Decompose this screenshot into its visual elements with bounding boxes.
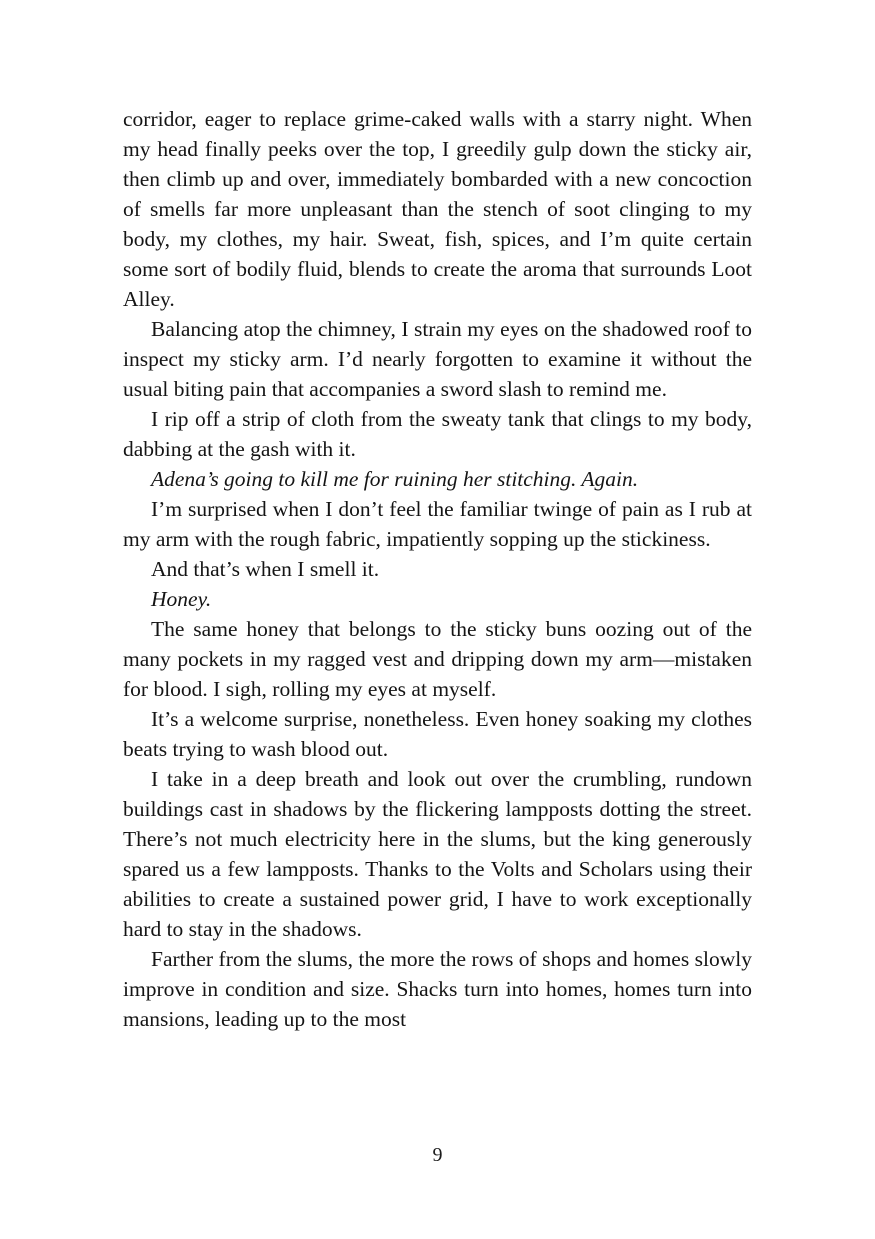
paragraph: The same honey that belongs to the sticky buns oozing out of the many pockets in my ragged vest and dripping down my arm—mistaken for blood. I sigh, rolling my eyes at myself.	[123, 617, 752, 701]
paragraph: And that’s when I smell it.	[151, 557, 380, 581]
paragraph: corridor, eager to replace grime-caked walls with a starry night. When my head finally peeks over the top, I greedily gulp down the sticky air, then climb up and over, immediately bombarded with a new concoction of smells far more unpleasant than the stench of soot clinging to my body, my clothes, my hair. Sweat, fish, spices, and I’m quite certain some sort of bodily fluid, blends to create the aroma that surrounds Loot Alley.	[123, 107, 752, 311]
paragraph: I’m surprised when I don’t feel the familiar twinge of pain as I rub at my arm with the rough fabric, impatiently sopping up the stickiness.	[123, 497, 752, 551]
paragraph: Adena’s going to kill me for ruining her stitching. Again.	[151, 467, 639, 491]
paragraph: I take in a deep breath and look out over the crumbling, rundown buildings cast in shadows by the flickering lampposts dotting the street. There’s not much electricity here in the slums, but the king generously spared us a few lampposts. Thanks to the Volts and Scholars using their abilities to create a sustained power grid, I have to work exceptionally hard to stay in the shadows.	[123, 767, 752, 941]
paragraph: Farther from the slums, the more the rows of shops and homes slowly improve in condition and size. Shacks turn into homes, homes turn into mansions, leading up to the most	[123, 947, 752, 1031]
paragraph: It’s a welcome surprise, nonetheless. Even honey soaking my clothes beats trying to wash blood out.	[123, 707, 752, 761]
page-number: 9	[432, 1144, 443, 1166]
body-text	[123, 104, 752, 1034]
paragraph: Balancing atop the chimney, I strain my eyes on the shadowed roof to inspect my sticky arm. I’d nearly forgotten to examine it without the usual biting pain that accompanies a sword slash to remind me.	[123, 317, 752, 401]
paragraph: Honey.	[151, 587, 212, 611]
paragraph: I rip off a strip of cloth from the sweaty tank that clings to my body, dabbing at the gash with it.	[123, 407, 752, 461]
